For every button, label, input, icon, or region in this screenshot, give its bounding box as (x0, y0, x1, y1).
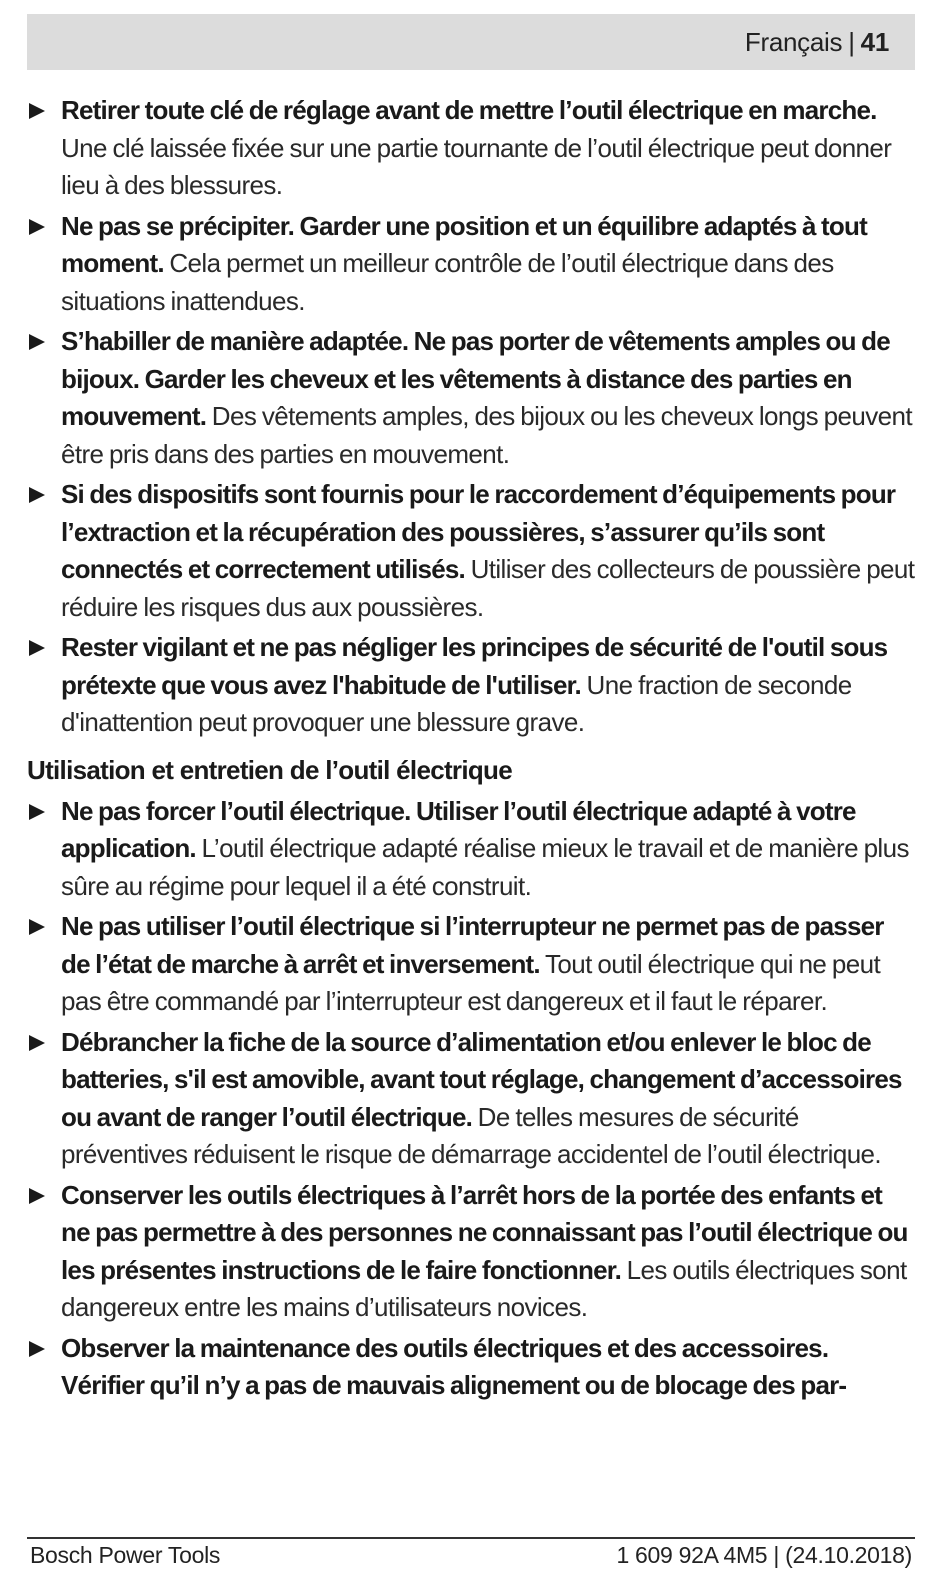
item-bold-text: Retirer toute clé de réglage avant de mettre l’outil électrique en marche. (61, 95, 877, 125)
safety-item (27, 629, 915, 742)
safety-item (27, 208, 915, 321)
item-bold-text: Ne pas utiliser l’outil électrique si l’interrupteur ne permet pas de passer de l’état de marche à arrêt et inversement. (61, 911, 884, 979)
header-separator: | (848, 27, 855, 57)
header-text (745, 27, 889, 58)
item-text: Cela permet un meilleur contrôle de l’outil électrique dans des situations inattendues. (61, 248, 834, 316)
item-bold-text: Ne pas se précipiter. Garder une position et un équilibre adaptés à tout moment. (61, 210, 867, 278)
safety-item (27, 1330, 915, 1405)
triangle-bullet-icon (29, 334, 45, 350)
triangle-bullet-icon (29, 919, 45, 935)
triangle-bullet-icon (29, 640, 45, 656)
item-text: De telles mesures de sécurité préventives réduisent le risque de démarrage accidentel de l’outil électrique. (61, 1101, 882, 1169)
item-text: Une fraction de seconde d'inattention peut provoquer une blessure grave. (61, 669, 852, 737)
item-text: L’outil électrique adapté réalise mieux le travail et de manière plus sûre au régime pour lequel il a été construit. (61, 833, 909, 901)
page-number: 41 (860, 27, 889, 57)
triangle-bullet-icon (29, 487, 45, 503)
safety-item (27, 1177, 915, 1327)
item-text: Tout outil électrique qui ne peut pas être commandé par l’interrupteur est dangereux et il faut le réparer. (61, 948, 881, 1016)
safety-item (27, 476, 915, 626)
item-bold-text: Observer la maintenance des outils électriques et des accessoires. Vérifier qu’il n’y a pas de mauvais alignement ou de blocage des par- (61, 1332, 847, 1400)
item-bold-text: Rester vigilant et ne pas négliger les principes de sécurité de l'outil sous prétexte que vous avez l'habitude de l'utiliser. (61, 632, 888, 700)
page-content (27, 92, 915, 1408)
triangle-bullet-icon (29, 1188, 45, 1204)
triangle-bullet-icon (29, 804, 45, 820)
item-bold-text: Conserver les outils électriques à l’arrêt hors de la portée des enfants et ne pas permettre à des personnes ne connaissant pas l’outil électrique ou les présentes instructions de le faire fonctionner. (61, 1179, 908, 1285)
footer-brand: Bosch Power Tools (30, 1542, 221, 1568)
header-language: Français (744, 27, 843, 57)
safety-item (27, 92, 915, 205)
triangle-bullet-icon (29, 103, 45, 119)
section-heading: Utilisation et entretien de l’outil électrique (27, 754, 512, 785)
triangle-bullet-icon (29, 219, 45, 235)
item-text: Une clé laissée fixée sur une partie tournante de l’outil électrique peut donner lieu à des blessures. (61, 132, 892, 200)
item-text: Utiliser des collecteurs de poussière peut réduire les risques dus aux poussières. (61, 554, 915, 622)
item-bold-text: Débrancher la fiche de la source d’alimentation et/ou enlever le bloc de batteries, s'il est amovible, avant tout réglage, changement d’accessoires ou avant de ranger l’outil électrique. (61, 1026, 902, 1132)
footer-divider (27, 1537, 915, 1539)
page-header (27, 14, 915, 70)
triangle-bullet-icon (29, 1035, 45, 1051)
item-bold-text: Si des dispositifs sont fournis pour le raccordement d’équipements pour l’extraction et la récupération des poussières, s’assurer qu’ils sont connectés et correctement utilisés. (61, 479, 896, 584)
item-bold-text: S’habiller de manière adaptée. Ne pas porter de vêtements amples ou de bijoux. Garder les cheveux et les vêtements à distance des parties en mouvement. (61, 326, 890, 431)
safety-item (27, 323, 915, 473)
safety-item (27, 908, 915, 1021)
triangle-bullet-icon (29, 1341, 45, 1357)
footer-doc-ref: 1 609 92A 4M5 | (24.10.2018) (616, 1542, 912, 1568)
item-text: Les outils électriques sont dangereux entre les mains d’utilisateurs novices. (61, 1254, 907, 1322)
item-text: Des vêtements amples, des bijoux ou les cheveux longs peuvent être pris dans des parties en mouvement. (61, 401, 912, 469)
safety-item (27, 1024, 915, 1174)
safety-item (27, 793, 915, 906)
item-bold-text: Ne pas forcer l’outil électrique. Utiliser l’outil électrique adapté à votre application. (61, 795, 856, 863)
